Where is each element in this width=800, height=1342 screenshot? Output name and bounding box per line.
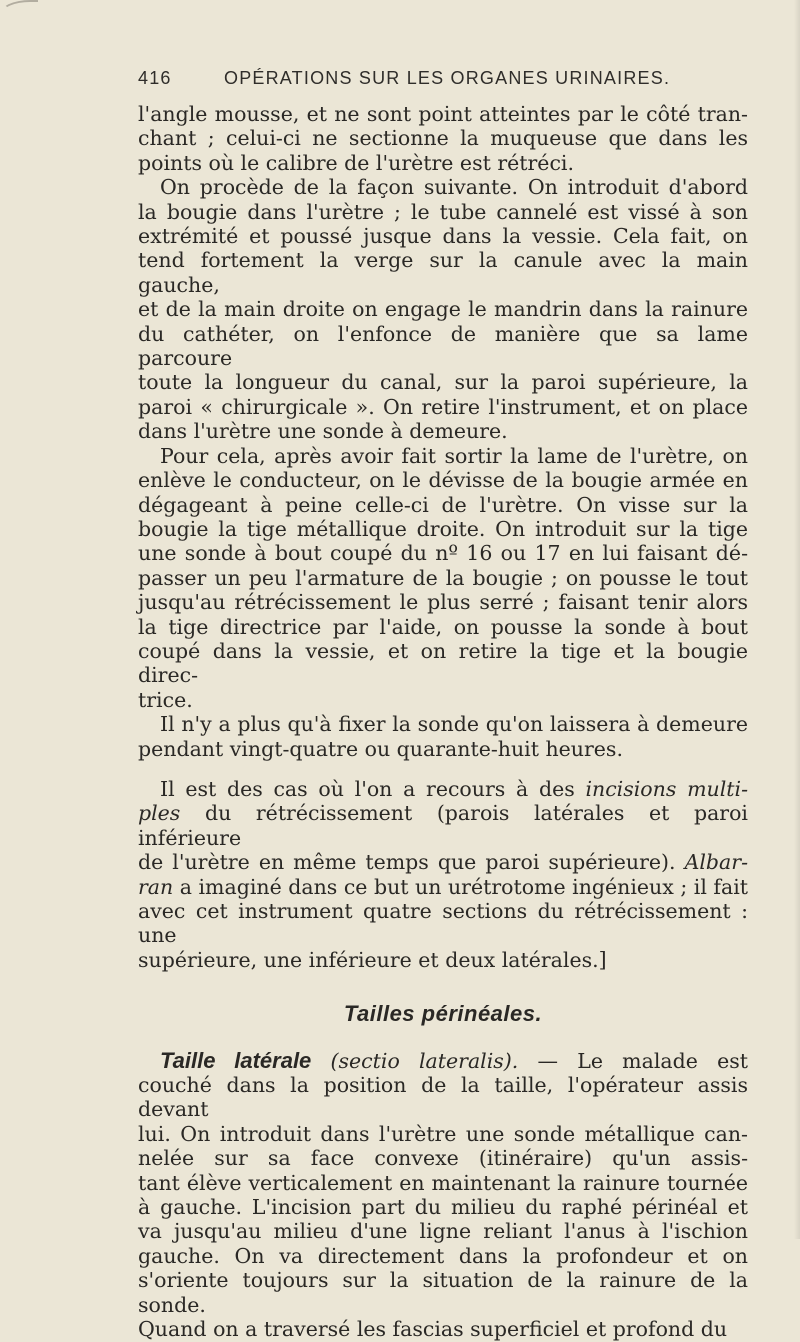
paragraph <box>138 175 748 443</box>
text-line: chant ; celui-ci ne sectionne la muqueuse que dans les <box>138 126 748 151</box>
text-line: couché dans la position de la taille, l'opérateur assis devant <box>138 1073 748 1122</box>
text-line: dégageant à peine celle-ci de l'urètre. On visse sur la <box>138 492 748 517</box>
text-line: extrémité et poussé jusque dans la vessie. Cela fait, on <box>138 224 748 249</box>
text-line: gauche. On va directement dans la profondeur et on <box>138 1243 748 1268</box>
text-line: trice. <box>138 687 193 712</box>
italic-term: Albar- <box>684 850 748 875</box>
text-line: s'oriente toujours sur la situation de la rainure de la sonde. <box>138 1268 748 1317</box>
text-line: Il est des cas où l'on a recours à des incisions multi- <box>160 776 749 801</box>
paragraphs <box>138 102 748 972</box>
running-title: OPÉRATIONS SUR LES ORGANES URINAIRES. <box>224 68 671 88</box>
text-line: pendant vingt-quatre ou quarante-huit heures. <box>138 736 623 761</box>
text-line: et de la main droite on engage le mandrin dans la rainure <box>138 297 748 322</box>
page-corner-mark <box>0 0 38 20</box>
text-line: supérieure, une inférieure et deux latérales.] <box>138 947 607 972</box>
text-line: dans l'urètre une sonde à demeure. <box>138 419 508 444</box>
text-line: passer un peu l'armature de la bougie ; on pousse le tout <box>138 565 748 590</box>
text-line: avec cet instrument quatre sections du rétrécissement : une <box>138 899 748 948</box>
text-line: nelée sur sa face convexe (itinéraire) qu'un assis- <box>138 1146 748 1171</box>
run-in-heading: Taille latérale <box>160 1047 312 1073</box>
text-line: bougie la tige métallique droite. On introduit sur la tige <box>138 516 748 541</box>
text-line: lui. On introduit dans l'urètre une sonde métallique can- <box>138 1121 748 1146</box>
italic-term: ples <box>138 801 181 826</box>
text-line: points où le calibre de l'urètre est rétréci. <box>138 150 574 175</box>
text-line: Quand on a traversé les fascias superficiel et profond du <box>138 1317 728 1342</box>
paragraph <box>138 712 748 761</box>
text-line: la tige directrice par l'aide, on pousse la sonde à bout <box>138 614 748 639</box>
text-line: Pour cela, après avoir fait sortir la lame de l'urètre, on <box>160 443 748 468</box>
paragraph <box>138 777 748 972</box>
text-line: l'angle mousse, et ne sont point atteintes par le côté tran- <box>138 102 748 126</box>
page-number: 416 <box>138 68 172 88</box>
text-line: tend fortement la verge sur la canule avec la main gauche, <box>138 248 748 297</box>
text-line: jusqu'au rétrécissement le plus serré ; faisant tenir alors <box>138 590 748 615</box>
text-line: On procède de la façon suivante. On introduit d'abord <box>160 175 748 200</box>
text-line: ran a imaginé dans ce but un urétrotome ingénieux ; il fait <box>138 874 748 899</box>
paragraph <box>138 444 748 712</box>
text-line: de l'urètre en même temps que paroi supérieure). Albar- <box>138 850 748 875</box>
text-line: enlève le conducteur, on le dévisse de la bougie armée en <box>138 468 748 493</box>
text-line: paroi « chirurgicale ». On retire l'instrument, et on place <box>138 394 748 419</box>
paragraph-gap <box>138 761 748 777</box>
text-line: toute la longueur du canal, sur la paroi supérieure, la <box>138 370 748 395</box>
scan-edge-shadow <box>794 0 800 1239</box>
text-line: va jusqu'au milieu d'une ligne reliant l'anus à l'ischion <box>138 1219 748 1244</box>
section-title: Tailles périnéales. <box>343 1001 543 1027</box>
section-paragraph <box>138 1049 748 1342</box>
paragraph <box>138 102 748 175</box>
text-line: tant élève verticalement en maintenant la rainure tournée <box>138 1170 748 1195</box>
text-line: coupé dans la vessie, et on retire la tige et la bougie direc- <box>138 638 748 688</box>
text-line: Taille latérale (sectio lateralis). — Le malade est <box>160 1047 748 1073</box>
italic-term: incisions multi- <box>585 776 749 801</box>
text-line: une sonde à bout coupé du nº 16 ou 17 en lui faisant dé- <box>138 541 748 566</box>
text-line: Il n'y a plus qu'à fixer la sonde qu'on laissera à demeure <box>160 712 748 737</box>
page-header <box>138 68 748 98</box>
text-line: la bougie dans l'urètre ; le tube cannelé est vissé à son <box>138 199 748 224</box>
text-line: du cathéter, on l'enfonce de manière que sa lame parcoure <box>138 321 748 371</box>
text-line: à gauche. L'incision part du milieu du raphé périnéal et <box>138 1195 748 1220</box>
italic-term: ran <box>138 874 174 899</box>
text-line: ples du rétrécissement (parois latérales et paroi inférieure <box>138 801 748 850</box>
body-text <box>138 102 748 1342</box>
latin-term: (sectio lateralis). <box>330 1048 519 1073</box>
